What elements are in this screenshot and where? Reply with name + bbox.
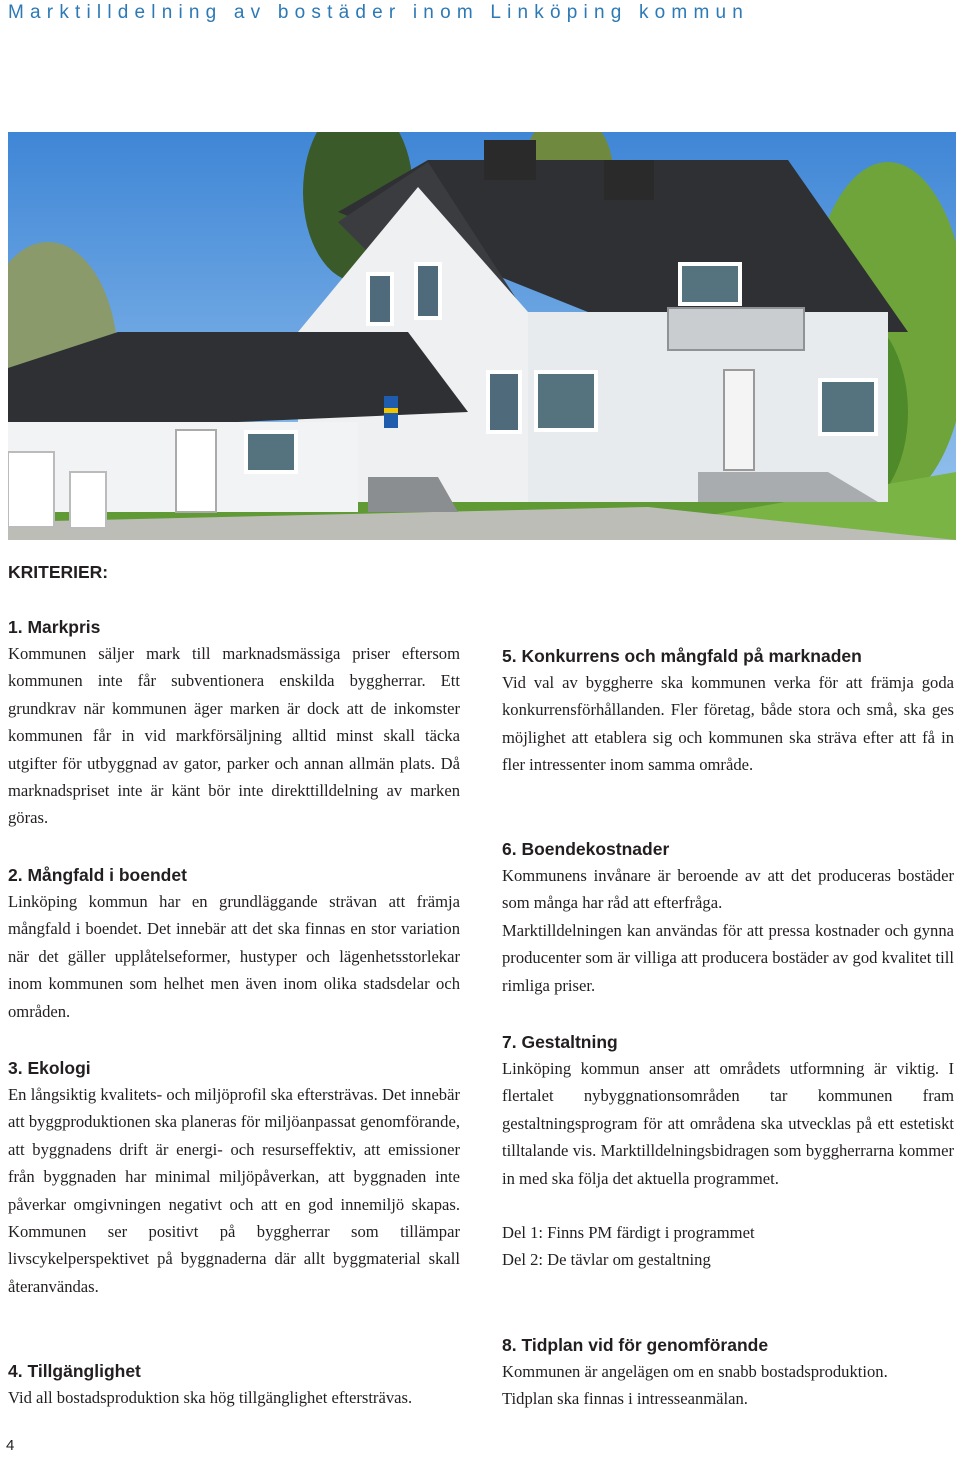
section-heading: 8. Tidplan vid för genomförande <box>502 1335 769 1355</box>
section-heading: 3. Ekologi <box>8 1058 91 1078</box>
page-number: 4 <box>6 1437 15 1454</box>
section-body: Kommunen är angelägen om en snabb bostadsproduktion. <box>502 1362 888 1381</box>
section-mangfald <box>8 862 460 1025</box>
house-photo <box>8 132 956 540</box>
section-boendekostnader <box>502 836 954 999</box>
house-photo-icon <box>8 132 956 540</box>
section-heading: 1. Markpris <box>8 617 101 637</box>
section-body: Vid val av byggherre ska kommunen verka för att främja goda konkurrensförhållanden. Fler företag, både stora och små, ska ges möjlighet att etablera sig och kommunen ska sträva efter att få in fler intressenter inom samma område. <box>502 673 954 775</box>
section-tidplan <box>502 1332 954 1413</box>
section-heading: 6. Boendekostnader <box>502 839 670 859</box>
section-heading: 2. Mångfald i boendet <box>8 865 187 885</box>
section-heading: 4. Tillgänglighet <box>8 1361 141 1381</box>
section-body: Kommunen säljer mark till marknadsmässiga priser eftersom kommunen inte får subventionera enskilda byggherrar. Ett grundkrav när kommunen äger marken är dock att de inkomster kommunen får in vid markförsäljning alltid minst skall täcka utgifter för utbyggnad av gator, parker och annan allmän plats. Då marknadspriset inte är känt bör inte direkttilldelning av marken göras. <box>8 644 460 828</box>
section-body: Linköping kommun har en grundläggande strävan att främja mångfald i boendet. Det innebär att det ska finnas en stor variation när det gäller upplåtelseformer, hustyper och lägenhetsstorlekar inom kommunen som helhet men även inom olika stadsdelar och områden. <box>8 892 460 1021</box>
section-body: Kommunens invånare är beroende av att det produceras bostäder som många har råd att efterfråga. <box>502 866 954 913</box>
section-tillganglighet <box>8 1358 468 1411</box>
section-konkurrens <box>502 643 954 779</box>
section-markpris <box>8 614 460 832</box>
criteria-heading: KRITERIER: <box>8 562 109 582</box>
section-body: En långsiktig kvalitets- och miljöprofil ska eftersträvas. Det innebär att byggproduktionen ska planeras för miljöanpassat genomförande, att byggnadens drift är energi- och resurseffektiv, att emissioner från byggnaden har minimal miljöpåverkan, att byggnaden inte påverkar omgivningen negativt och att en god innemiljö skapas. Kommunen ser positivt på byggherrar som tillämpar livscykelperspektivet på byggnaderna där allt byggmaterial skall återanvändas. <box>8 1085 460 1296</box>
section-gestaltning <box>502 1029 954 1274</box>
section-body-2: Tidplan ska finnas i intresseanmälan. <box>502 1389 748 1409</box>
gestaltning-del-2: Del 2: De tävlar om gestaltning <box>502 1250 711 1270</box>
gestaltning-del-1: Del 1: Finns PM färdigt i programmet <box>502 1223 755 1243</box>
section-body: Vid all bostadsproduktion ska hög tillgänglighet eftersträvas. <box>8 1388 413 1407</box>
section-body-2: Marktilldelningen kan användas för att pressa kostnader och gynna producenter som är villiga att producera bostäder av god kvalitet till rimliga priser. <box>502 920 954 995</box>
section-body: Linköping kommun anser att områdets utformning är viktig. I flertalet nybyggnationsområden tar kommunen fram gestaltningsprogram för att områdena ska utvecklas på ett estetiskt tilltalande vis. Marktilldelningsbidragen som byggherrarna kommer in med ska följa det aktuella programmet. <box>502 1059 954 1188</box>
page-header-title: Marktilldelning av bostäder inom Linköping kommun <box>8 2 750 23</box>
section-heading: 7. Gestaltning <box>502 1032 618 1052</box>
section-heading: 5. Konkurrens och mångfald på marknaden <box>502 646 862 666</box>
section-ekologi <box>8 1055 460 1300</box>
